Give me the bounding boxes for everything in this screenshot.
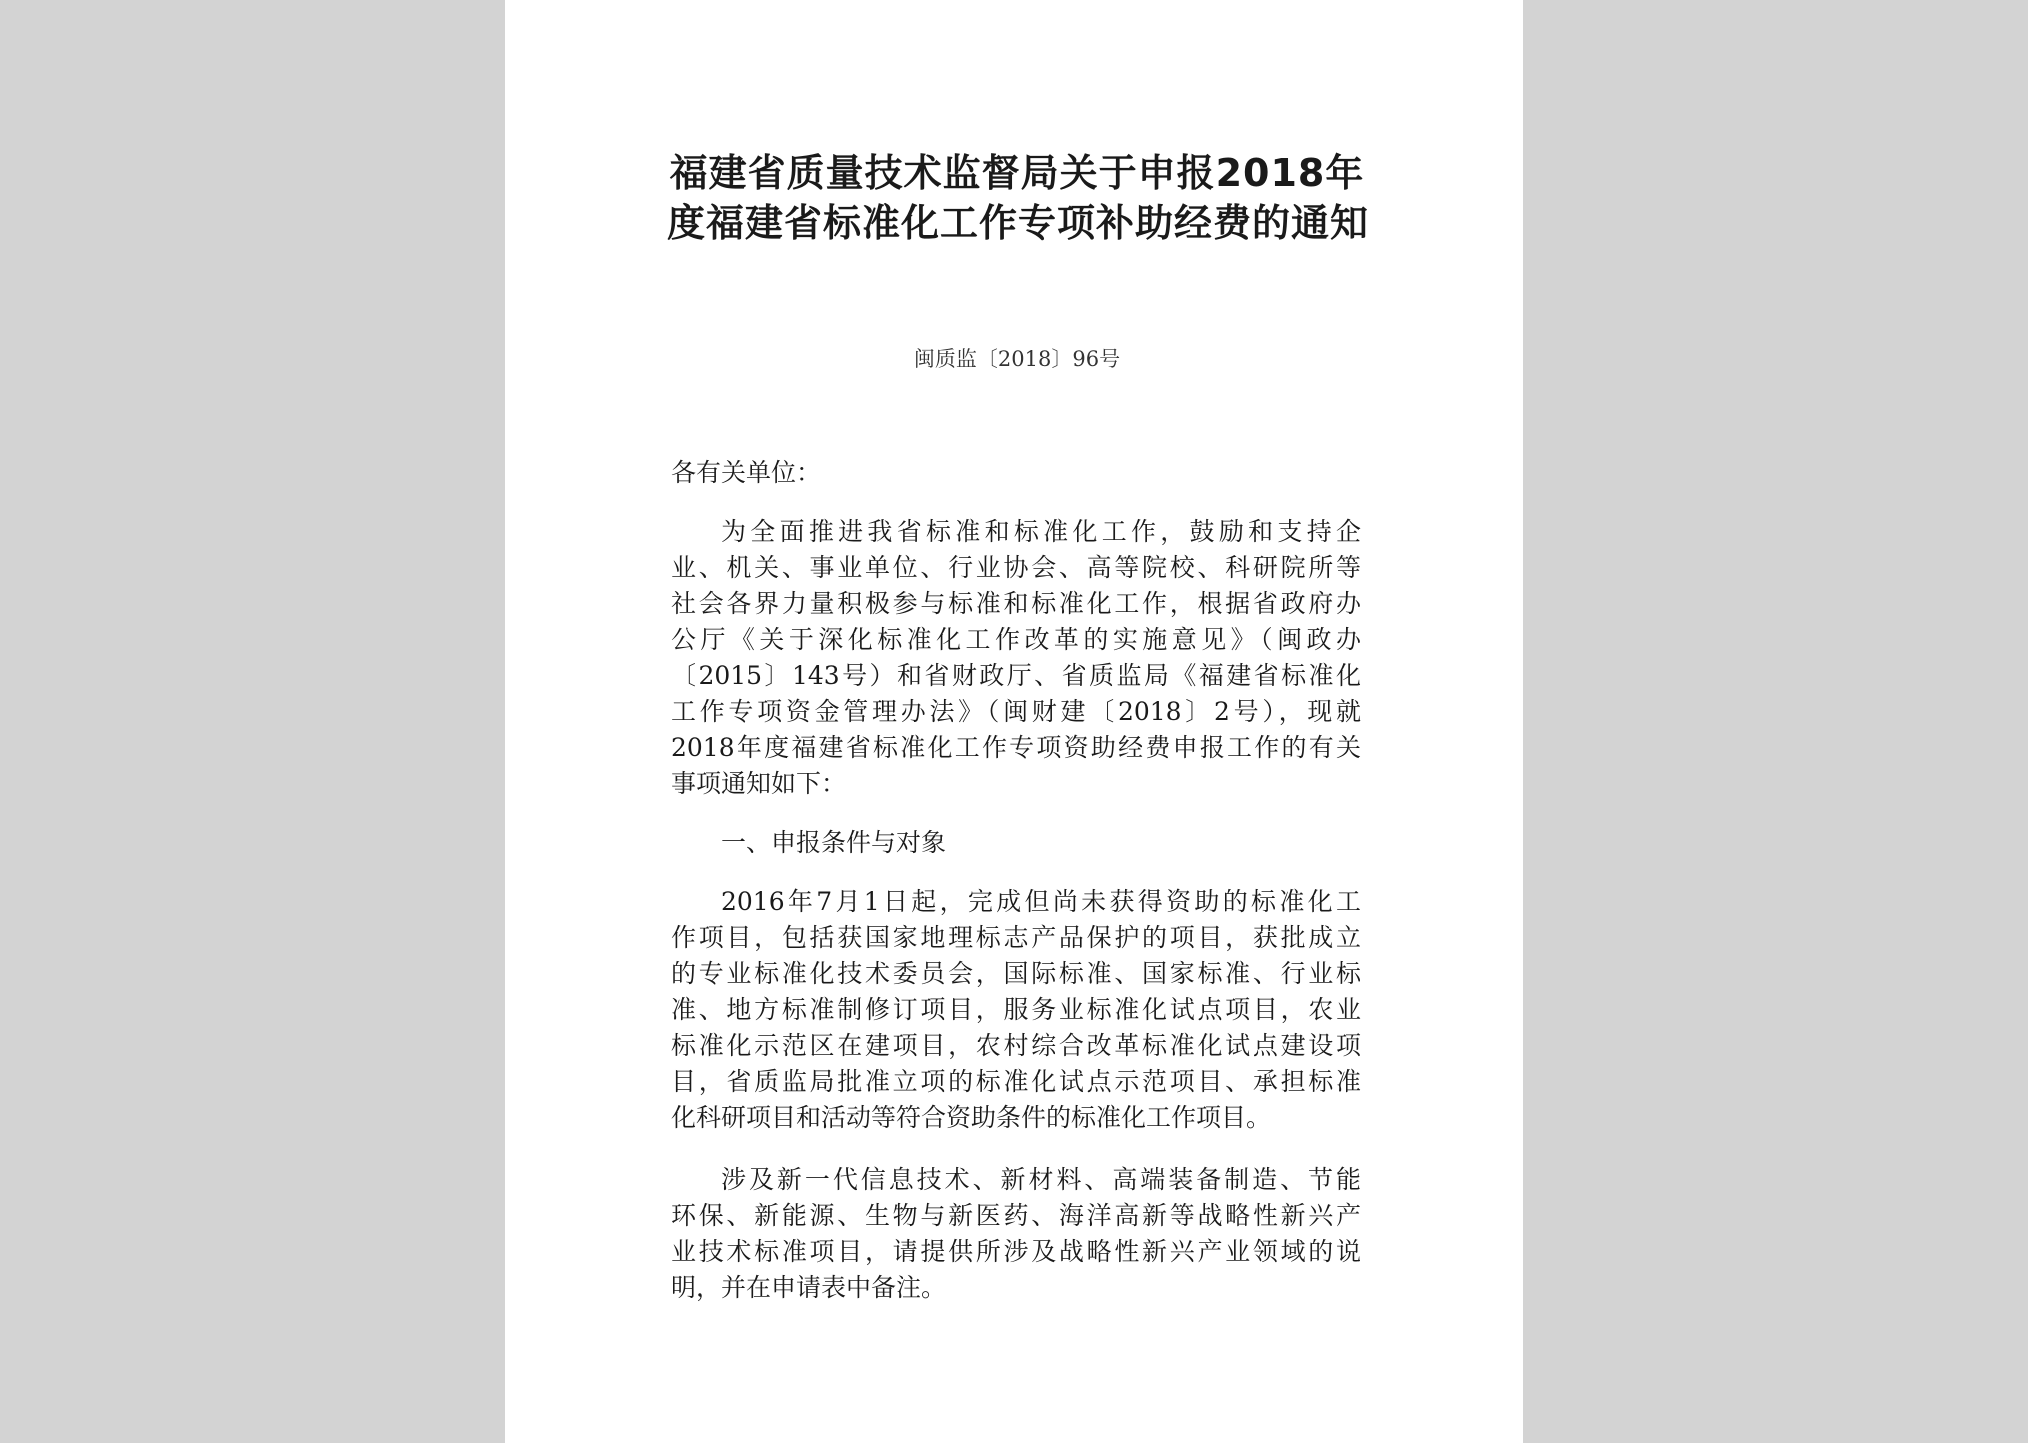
text-line: 环保、新能源、生物与新医药、海洋高新等战略性新兴产 [671,1201,1361,1230]
text-line: 业技术标准项目，请提供所涉及战略性新兴产业领域的说 [671,1237,1361,1266]
salutation: 各有关单位： [671,458,822,487]
text-line: 明，并在申请表中备注。 [671,1273,947,1302]
text-line: 化科研项目和活动等符合资助条件的标准化工作项目。 [671,1103,1272,1132]
text-line: 作项目，包括获国家地理标志产品保护的项目，获批成立 [671,923,1361,952]
text-line: 2016年7月1日起，完成但尚未获得资助的标准化工 [721,887,1361,916]
text-line: 目，省质监局批准立项的标准化试点示范项目、承担标准 [671,1067,1361,1096]
paragraph-intro [671,514,1361,802]
text-line: 为全面推进我省标准和标准化工作，鼓励和支持企 [721,517,1361,546]
text-line: 准、地方标准制修订项目，服务业标准化试点项目，农业 [671,995,1361,1024]
document-title [667,148,1370,248]
text-line: 〔2015〕143号）和省财政厅、省质监局《福建省标准化 [671,661,1361,690]
section-heading: 一、申报条件与对象 [721,828,947,857]
text-line: 社会各界力量积极参与标准和标准化工作，根据省政府办 [671,589,1361,618]
text-line: 业、机关、事业单位、行业协会、高等院校、科研院所等 [671,553,1361,582]
paragraph-conditions [671,884,1361,1136]
text-line: 标准化示范区在建项目，农村综合改革标准化试点建设项 [671,1031,1361,1060]
title-line: 度福建省标准化工作专项补助经费的通知 [667,201,1370,245]
text-line: 2018年度福建省标准化工作专项资助经费申报工作的有关 [671,733,1361,762]
document-number: 闽质监〔2018〕96号 [913,347,1121,371]
text-line: 的专业标准化技术委员会，国际标准、国家标准、行业标 [671,959,1361,988]
document-page [505,0,1523,1443]
text-line: 工作专项资金管理办法》（闽财建〔2018〕2号），现就 [671,697,1361,726]
text-line: 公厅《关于深化标准化工作改革的实施意见》（闽政办 [671,625,1361,654]
text-line: 涉及新一代信息技术、新材料、高端装备制造、节能 [721,1165,1361,1194]
text-line: 事项通知如下： [671,769,847,798]
title-line: 福建省质量技术监督局关于申报2018年 [669,151,1365,195]
paragraph-emerging-industries [671,1162,1361,1306]
